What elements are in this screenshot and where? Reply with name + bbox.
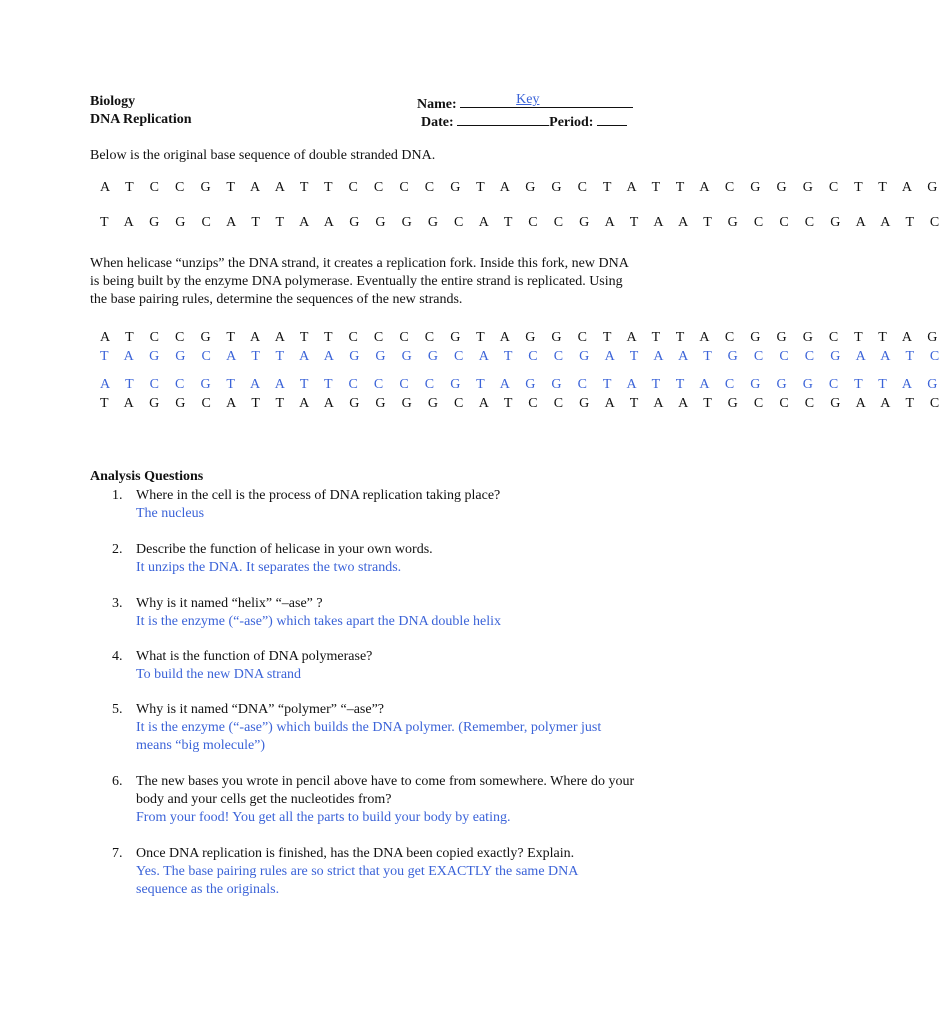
answer-text: It is the enzyme (“-ase”) which builds the DNA polymer. (Remember, polymer just bbox=[136, 720, 602, 735]
answer-text: It is the enzyme (“-ase”) which takes apart the DNA double helix bbox=[136, 614, 502, 629]
question-number: 7. bbox=[112, 846, 123, 861]
question-text: Once DNA replication is finished, has the DNA been copied exactly? Explain. bbox=[136, 846, 575, 861]
name-label: Name: bbox=[417, 97, 457, 112]
name-field[interactable] bbox=[460, 94, 633, 108]
question-text: Where in the cell is the process of DNA replication taking place? bbox=[136, 488, 501, 503]
question-number: 2. bbox=[112, 542, 123, 557]
question-text: Why is it named “helix” “–ase” ? bbox=[136, 596, 323, 611]
question-text: Describe the function of helicase in your own words. bbox=[136, 542, 433, 557]
answer-text: The nucleus bbox=[136, 506, 205, 521]
name-value: Key bbox=[516, 92, 540, 107]
question-number: 6. bbox=[112, 774, 123, 789]
topic-label: DNA Replication bbox=[90, 112, 192, 127]
paragraph-line-2: is being built by the enzyme DNA polymerase. Eventually the entire strand is replicated. Using bbox=[90, 274, 623, 289]
pair1-new-strand: T A G G C A T T A A G G G G C A T C C G A T A A T G C C C G A A T C bbox=[100, 349, 946, 364]
answer-text: Yes. The base pairing rules are so strict that you get EXACTLY the same DNA bbox=[136, 864, 579, 879]
analysis-title: Analysis Questions bbox=[90, 469, 204, 484]
date-label: Date: bbox=[421, 115, 454, 130]
question-text: body and your cells get the nucleotides from? bbox=[136, 792, 392, 807]
question-text: What is the function of DNA polymerase? bbox=[136, 649, 373, 664]
question-text: The new bases you wrote in pencil above have to come from somewhere. Where do your bbox=[136, 774, 635, 789]
paragraph-line-1: When helicase “unzips” the DNA strand, it creates a replication fork. Inside this fork, new DNA bbox=[90, 256, 629, 271]
name-row bbox=[417, 94, 633, 113]
answer-text: To build the new DNA strand bbox=[136, 667, 302, 682]
subject-label: Biology bbox=[90, 94, 136, 109]
intro-text: Below is the original base sequence of double stranded DNA. bbox=[90, 148, 436, 163]
period-label: Period: bbox=[549, 115, 594, 130]
period-field[interactable] bbox=[597, 112, 627, 126]
pair2-new-strand: A T C C G T A A T T C C C C G T A G G C T A T T A C G G G C T T A G bbox=[100, 377, 944, 392]
answer-text: sequence as the originals. bbox=[136, 882, 280, 897]
answer-text: From your food! You get all the parts to build your body by eating. bbox=[136, 810, 511, 825]
paragraph-line-3: the base pairing rules, determine the sequences of the new strands. bbox=[90, 292, 463, 307]
answer-text: means “big molecule”) bbox=[136, 738, 266, 753]
answer-text: It unzips the DNA. It separates the two strands. bbox=[136, 560, 402, 575]
pair1-old-strand: A T C C G T A A T T C C C C G T A G G C T A T T A C G G G C T T A G bbox=[100, 330, 944, 345]
question-number: 5. bbox=[112, 702, 123, 717]
pair2-old-strand: T A G G C A T T A A G G G G C A T C C G A T A A T G C C C G A A T C bbox=[100, 396, 946, 411]
question-number: 4. bbox=[112, 649, 123, 664]
date-row bbox=[421, 112, 627, 131]
question-number: 1. bbox=[112, 488, 123, 503]
question-text: Why is it named “DNA” “polymer” “–ase”? bbox=[136, 702, 385, 717]
original-strand-2: T A G G C A T T A A G G G G C A T C C G A T A A T G C C C G A A T C bbox=[100, 215, 946, 230]
date-field[interactable] bbox=[457, 112, 549, 126]
question-number: 3. bbox=[112, 596, 123, 611]
original-strand-1: A T C C G T A A T T C C C C G T A G G C T A T T A C G G G C T T A G bbox=[100, 180, 944, 195]
